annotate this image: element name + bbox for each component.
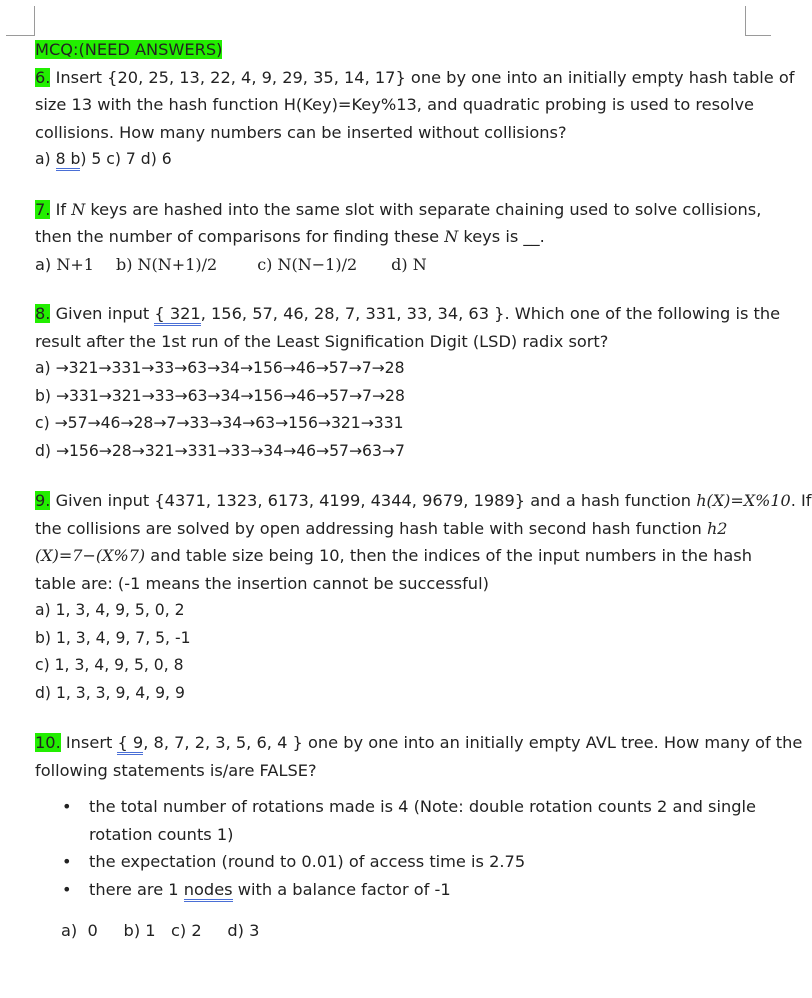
- answer-options: a) N+1 b) N(N+1)/2 c) N(N−1)/2 d) N: [35, 254, 427, 274]
- list-item: • the total number of rotations made is 4 (Note: double rotation counts 2 and single rotation counts 1): [35, 793, 750, 848]
- option-c: c) 1, 3, 4, 9, 5, 0, 8: [35, 656, 184, 674]
- option-d: d) 1, 3, 3, 9, 4, 9, 9: [35, 683, 185, 702]
- question-number: 7.: [35, 199, 51, 219]
- question-number: 8.: [35, 304, 51, 323]
- question-text: result after the 1st run of the Least Signification Digit (LSD) radix sort?: [35, 331, 609, 351]
- header-line: [35, 36, 750, 64]
- spellcheck-underline: { 321: [154, 304, 200, 326]
- option-c: c) →57→46→28→7→33→34→63→156→321→331: [35, 414, 404, 432]
- answer-options: a) 8 b) 5 c) 7 d) 6: [35, 146, 750, 174]
- math-function: h2: [706, 518, 728, 538]
- question-6: [35, 64, 795, 174]
- option-b: b) 1, 3, 4, 9, 7, 5, -1: [35, 628, 191, 647]
- question-10: 10. Insert { 9, 8, 7, 2, 3, 5, 6, 4 } one by one into an initially empty AVL tree. How many of the following statements is/are FALSE? • the total number of rotations made is 4 (Note: double rotation counts 2 and single rotation counts 1) • the expectation (round to 0.01) of access time is 2.75 • there are 1 nodes with a balance factor of -1 a) 0 b) 1 c) 2 d) 3: [35, 729, 750, 945]
- question-number: 9.: [35, 491, 51, 510]
- question-text: Insert {20, 25, 13, 22, 4, 9, 29, 35, 14, 17} one by one into an initially empty hash table of: [50, 67, 795, 87]
- answer-options: a) 0 b) 1 c) 2 d) 3: [61, 921, 260, 940]
- question-7: 7. If N keys are hashed into the same slot with separate chaining used to solve collisions, then the number of comparisons for finding these N keys is __. a) N+1 b) N(N+1)/2 c) N(N−1)/2 d) N: [35, 196, 750, 279]
- spellcheck-underline: { 9: [117, 733, 143, 755]
- math-variable: N: [444, 227, 459, 246]
- question-8: 8. Given input { 321, 156, 57, 46, 28, 7, 331, 33, 34, 63 }. Which one of the following is the result after the 1st run of the Least Signification Digit (LSD) radix sort? a) →321→331→33→63→34→156→46→57→7→28 b) →331→321→33→63→34→156→46→57→7→28 c) →57→46→28→7→33→34→63→156→321→331 d) →156→28→321→331→33→34→46→57→63→7: [35, 300, 750, 465]
- crop-mark-left-horizontal: [6, 35, 35, 36]
- crop-mark-left-vertical: [34, 6, 35, 36]
- list-item: • the expectation (round to 0.01) of access time is 2.75: [35, 848, 750, 876]
- option-b: b) →331→321→33→63→34→156→46→57→7→28: [35, 386, 405, 405]
- question-text: table are: (-1 means the insertion cannot be successful): [35, 573, 489, 593]
- document-body[interactable]: [35, 36, 812, 945]
- math-variable: N: [71, 199, 86, 219]
- option-d: d) →156→28→321→331→33→34→46→57→63→7: [35, 441, 405, 460]
- crop-mark-right-vertical: [745, 6, 746, 36]
- spellcheck-underline: nodes: [184, 880, 233, 902]
- list-item: • there are 1 nodes with a balance factor of -1: [35, 876, 750, 904]
- bullet-icon: •: [62, 879, 72, 899]
- question-text: size 13 with the hash function H(Key)=Key%13, and quadratic probing is used to resolve: [35, 95, 754, 114]
- statement-list: [35, 793, 756, 903]
- math-function: (X)=7−(X%7): [35, 546, 146, 565]
- question-number: 6.: [35, 67, 51, 87]
- question-number: 10.: [35, 733, 61, 752]
- spellcheck-underline: 8 b: [56, 150, 81, 171]
- header-title: MCQ:(NEED ANSWERS): [35, 40, 223, 59]
- option-a: a) →321→331→33→63→34→156→46→57→7→28: [35, 359, 405, 377]
- math-function: h(X)=X%10: [696, 491, 791, 510]
- option-a: a) 1, 3, 4, 9, 5, 0, 2: [35, 601, 185, 619]
- question-text: following statements is/are FALSE?: [35, 760, 317, 780]
- bullet-icon: •: [62, 797, 72, 816]
- question-text: collisions. How many numbers can be inserted without collisions?: [35, 122, 567, 142]
- bullet-icon: •: [62, 852, 72, 871]
- question-9: 9. Given input {4371, 1323, 6173, 4199, 4344, 9679, 1989} and a hash function h(X)=X%10. If the collisions are solved by open addressing hash table with second hash function h2 (X)=7−(X%7) and table size being 10, then the indices of the input numbers in the hash table are: (-1 means the insertion cannot be successful) a) 1, 3, 4, 9, 5, 0, 2 b) 1, 3, 4, 9, 7, 5, -1 c) 1, 3, 4, 9, 5, 0, 8 d) 1, 3, 3, 9, 4, 9, 9: [35, 487, 750, 707]
